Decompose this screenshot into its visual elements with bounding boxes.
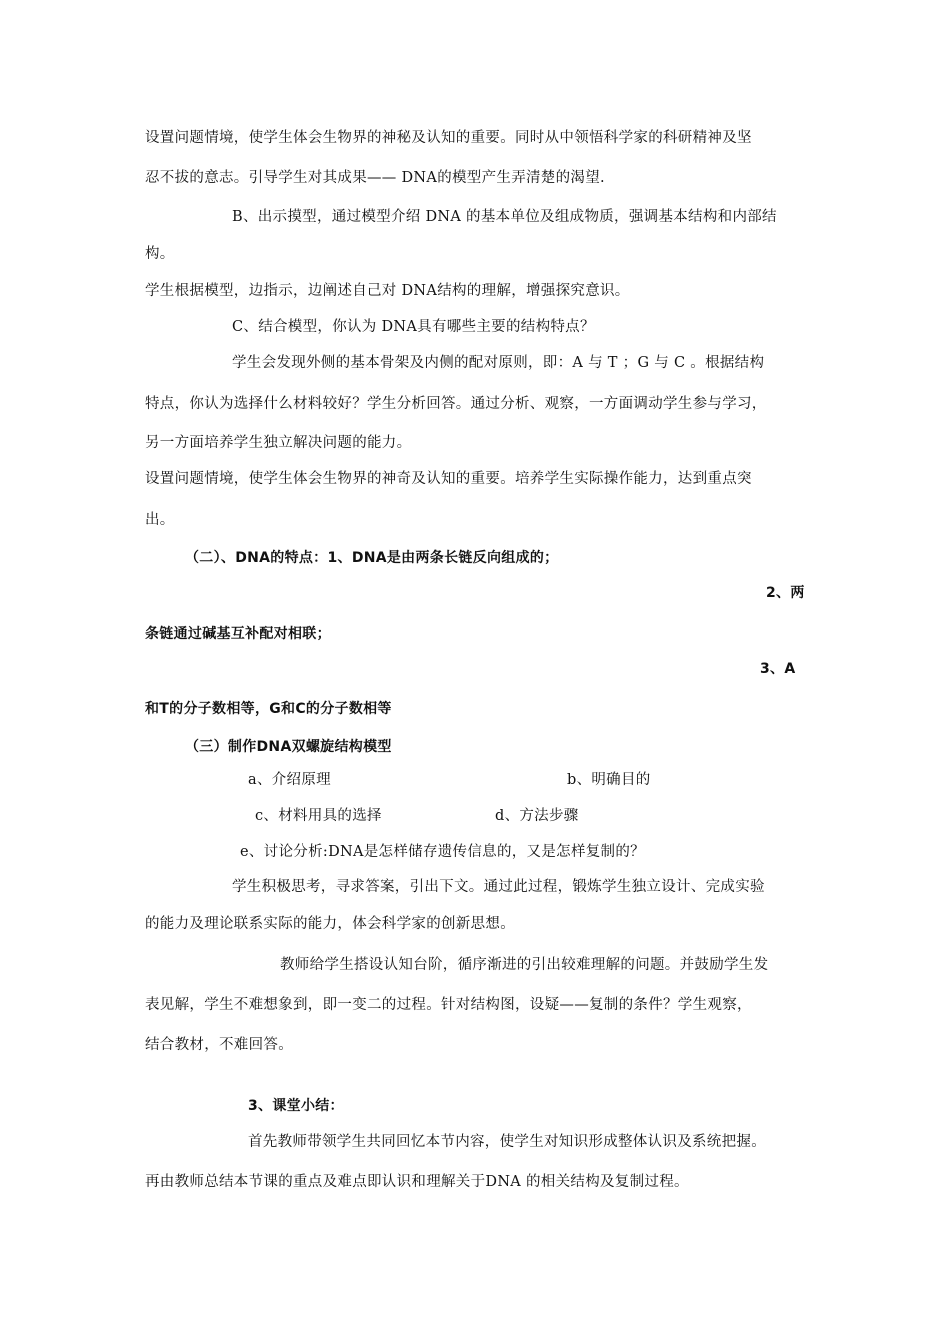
paragraph-line: 学生积极思考，寻求答案，引出下文。通过此过程，锻炼学生独立设计、完成实验: [232, 879, 765, 895]
paragraph-line: 另一方面培养学生独立解决问题的能力。: [145, 435, 412, 451]
section-heading-dna-features: （二）、DNA的特点：1、DNA是由两条长链反向组成的；: [185, 550, 559, 566]
paragraph-line: 学生根据模型，边指示，边阐述自己对 DNA结构的理解，增强探究意识。: [145, 283, 630, 299]
list-item-number: 3、A: [760, 661, 796, 677]
list-item: e、讨论分析:DNA是怎样储存遗传信息的，又是怎样复制的？: [240, 844, 645, 860]
paragraph-line: 设置问题情境，使学生体会生物界的神奇及认知的重要。培养学生实际操作能力，达到重点突: [145, 471, 752, 487]
paragraph-line: 学生会发现外侧的基本骨架及内侧的配对原则，即：A 与 T ；G 与 C 。根据结构: [232, 355, 765, 371]
section-heading-model: （三）制作DNA双螺旋结构模型: [185, 739, 392, 755]
paragraph-line: 出。: [145, 512, 175, 528]
section-heading-summary: 3、课堂小结：: [248, 1098, 344, 1114]
paragraph-line: 构。: [145, 246, 175, 262]
list-item: a、介绍原理: [248, 772, 331, 788]
paragraph-line: 表见解，学生不难想象到，即一变二的过程。针对结构图，设疑——复制的条件？学生观察，: [145, 997, 752, 1013]
paragraph-line: C、结合模型，你认为 DNA具有哪些主要的结构特点？: [232, 319, 595, 335]
paragraph-line: B、出示摸型，通过模型介绍 DNA 的基本单位及组成物质，强调基本结构和内部结: [232, 209, 777, 225]
paragraph-line: 的能力及理论联系实际的能力，体会科学家的创新思想。: [145, 916, 515, 932]
paragraph-line: 特点，你认为选择什么材料较好？学生分析回答。通过分析、观察，一方面调动学生参与学习，: [145, 396, 767, 412]
paragraph-line: 忍不拔的意志。引导学生对其成果—— DNA的模型产生弄清楚的渴望.: [145, 170, 605, 186]
paragraph-line: 结合教材，不难回答。: [145, 1037, 293, 1053]
list-item: d、方法步骤: [495, 808, 579, 824]
list-item: b、明确目的: [567, 772, 651, 788]
list-item: c、材料用具的选择: [255, 808, 382, 824]
paragraph-line: 首先教师带领学生共同回忆本节内容，使学生对知识形成整体认识及系统把握。: [248, 1134, 766, 1150]
paragraph-line: 再由教师总结本节课的重点及难点即认识和理解关于DNA 的相关结构及复制过程。: [145, 1174, 689, 1190]
paragraph-line: 教师给学生搭设认知台阶，循序渐进的引出较难理解的问题。并鼓励学生发: [280, 957, 769, 973]
list-item-number: 2、两: [766, 585, 805, 601]
paragraph-line: 设置问题情境，使学生体会生物界的神秘及认知的重要。同时从中领悟科学家的科研精神及坚: [145, 130, 752, 146]
list-item-text: 条链通过碱基互补配对相联；: [145, 626, 331, 642]
list-item-text: 和T的分子数相等，G和C的分子数相等: [145, 701, 392, 717]
